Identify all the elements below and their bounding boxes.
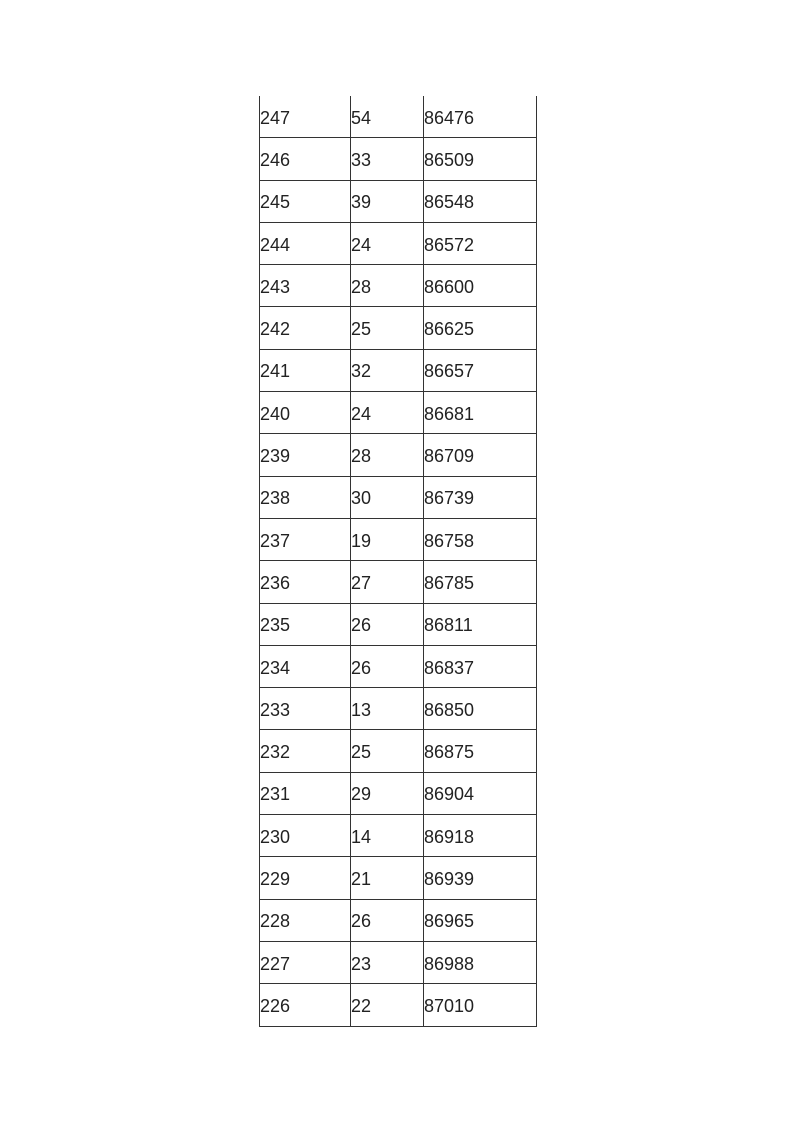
cell-value: 26 [351,657,372,678]
table-cell [260,265,351,307]
cell-value: 86965 [424,911,475,932]
cell-value: 86681 [424,403,475,424]
table-cell [351,265,424,307]
cell-value: 25 [351,319,372,340]
table-cell [351,645,424,687]
cell-value: 54 [351,107,372,128]
table-cell [260,603,351,645]
cell-value: 242 [260,319,291,340]
table-cell [351,307,424,349]
cell-value: 22 [351,995,372,1016]
table-row [260,476,537,518]
table-cell [424,307,537,349]
cell-value: 29 [351,784,372,805]
cell-value: 228 [260,911,291,932]
table-row [260,941,537,983]
table-cell [424,349,537,391]
cell-value: 241 [260,361,291,382]
table-cell [260,476,351,518]
table-cell [351,815,424,857]
cell-value: 238 [260,488,291,509]
table-cell [351,561,424,603]
cell-value: 86811 [424,615,473,636]
table-row [260,688,537,730]
table-cell [351,518,424,560]
table-cell [351,96,424,138]
table-cell [351,392,424,434]
cell-value: 86657 [424,361,475,382]
table-cell [424,222,537,264]
table-row [260,96,537,138]
table-cell [260,307,351,349]
cell-value: 231 [260,784,291,805]
table-row [260,265,537,307]
table-cell [424,730,537,772]
cell-value: 87010 [424,995,475,1016]
table-cell [260,222,351,264]
cell-value: 86875 [424,742,475,763]
table-cell [351,434,424,476]
cell-value: 229 [260,868,291,889]
cell-value: 230 [260,826,291,847]
cell-value: 86572 [424,234,475,255]
table-cell [424,96,537,138]
cell-value: 86709 [424,446,475,467]
table-cell [424,138,537,180]
table-cell [351,772,424,814]
cell-value: 86837 [424,657,475,678]
table-cell [260,518,351,560]
cell-value: 233 [260,699,291,720]
table-cell [351,899,424,941]
cell-value: 28 [351,446,372,467]
cell-value: 21 [351,868,372,889]
table-cell [424,899,537,941]
cell-value: 30 [351,488,372,509]
table-row [260,434,537,476]
table-cell [260,561,351,603]
table-cell [351,857,424,899]
table-cell [260,772,351,814]
cell-value: 19 [351,530,372,551]
table-cell [351,138,424,180]
table-cell [424,392,537,434]
cell-value: 86850 [424,699,475,720]
table-row [260,307,537,349]
cell-value: 244 [260,234,291,255]
table-row [260,815,537,857]
cell-value: 86904 [424,784,475,805]
table-cell [351,730,424,772]
cell-value: 33 [351,149,372,170]
table-cell [260,645,351,687]
cell-value: 39 [351,192,372,213]
cell-value: 14 [351,826,372,847]
cell-value: 26 [351,911,372,932]
table-body [260,96,537,1026]
table-cell [351,984,424,1026]
table-cell [260,730,351,772]
table-row [260,899,537,941]
cell-value: 25 [351,742,372,763]
cell-value: 226 [260,995,291,1016]
table-row [260,603,537,645]
cell-value: 236 [260,572,291,593]
table-cell [260,180,351,222]
table-cell [260,138,351,180]
cell-value: 86988 [424,953,475,974]
table-cell [260,941,351,983]
cell-value: 86600 [424,276,475,297]
cell-value: 240 [260,403,291,424]
table-row [260,772,537,814]
cell-value: 234 [260,657,291,678]
table-cell [260,349,351,391]
table-cell [424,518,537,560]
cell-value: 86785 [424,572,475,593]
table-cell [260,392,351,434]
table-cell [424,265,537,307]
table-cell [260,434,351,476]
cell-value: 32 [351,361,372,382]
cell-value: 227 [260,953,291,974]
cell-value: 246 [260,149,291,170]
table-cell [424,180,537,222]
cell-value: 86476 [424,107,475,128]
cell-value: 239 [260,446,291,467]
table-cell [260,899,351,941]
table-cell [351,222,424,264]
cell-value: 86739 [424,488,475,509]
table-cell [424,434,537,476]
table-cell [351,349,424,391]
table-cell [424,772,537,814]
table-cell [424,984,537,1026]
cell-value: 24 [351,403,372,424]
cell-value: 247 [260,107,291,128]
table-cell [424,857,537,899]
cell-value: 245 [260,192,291,213]
cell-value: 237 [260,530,291,551]
cell-value: 86548 [424,192,475,213]
table-cell [351,180,424,222]
table-row [260,561,537,603]
table-cell [260,815,351,857]
table-row [260,180,537,222]
cell-value: 86509 [424,149,475,170]
table-cell [351,603,424,645]
table-row [260,349,537,391]
table-row [260,138,537,180]
cell-value: 235 [260,615,291,636]
cell-value: 28 [351,276,372,297]
cell-value: 23 [351,953,372,974]
cell-value: 27 [351,572,372,593]
table-cell [424,815,537,857]
cell-value: 243 [260,276,291,297]
table-row [260,392,537,434]
table-row [260,730,537,772]
table-cell [260,857,351,899]
table-row [260,222,537,264]
cell-value: 26 [351,615,372,636]
table-cell [260,96,351,138]
cell-value: 24 [351,234,372,255]
table-cell [260,984,351,1026]
cell-value: 232 [260,742,291,763]
cell-value: 86918 [424,826,475,847]
table-row [260,645,537,687]
table-cell [424,561,537,603]
table-cell [424,603,537,645]
table-cell [424,688,537,730]
cell-value: 86758 [424,530,475,551]
table-row [260,857,537,899]
cell-value: 86625 [424,319,475,340]
table-cell [351,476,424,518]
cell-value: 86939 [424,868,475,889]
table-cell [351,941,424,983]
table-row [260,518,537,560]
cell-value: 13 [351,699,372,720]
table-cell [260,688,351,730]
table-cell [424,645,537,687]
table-cell [351,688,424,730]
table-cell [424,476,537,518]
table-cell [424,941,537,983]
table-row [260,984,537,1026]
data-table [259,96,537,1027]
